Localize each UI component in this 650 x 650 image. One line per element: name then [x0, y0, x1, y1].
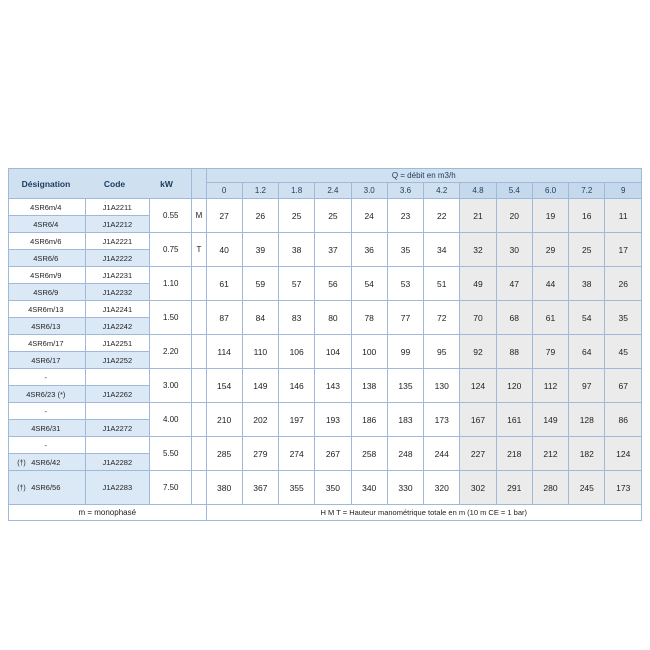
cell-head-value: 330: [387, 471, 423, 505]
cell-head-value: 340: [351, 471, 387, 505]
q-header-8: 5.4: [496, 183, 532, 199]
q-header-3: 2.4: [315, 183, 351, 199]
cell-head-value: 44: [532, 267, 568, 301]
cell-head-value: 78: [351, 301, 387, 335]
table-row: [9, 301, 642, 318]
footer-note-left: m = monophasé: [9, 505, 207, 521]
cell-head-value: 285: [206, 437, 242, 471]
cell-head-value: 38: [279, 233, 315, 267]
cell-head-value: 86: [605, 403, 642, 437]
cell-head-value: 291: [496, 471, 532, 505]
cell-designation: [9, 301, 86, 318]
cell-head-value: 30: [496, 233, 532, 267]
cell-head-value: 26: [242, 199, 278, 233]
cell-head-value: 186: [351, 403, 387, 437]
cell-head-value: 87: [206, 301, 242, 335]
cell-designation: [9, 437, 86, 454]
cell-head-value: 167: [460, 403, 496, 437]
cell-phase-marker: [192, 437, 206, 471]
designation-text: 4SR6/9: [33, 287, 59, 297]
cell-head-value: 39: [242, 233, 278, 267]
cell-head-value: 56: [315, 267, 351, 301]
designation-text: 4SR6/13: [31, 321, 61, 331]
cell-head-value: 35: [387, 233, 423, 267]
cell-designation: [9, 454, 86, 471]
designation-text: 4SR6/31: [31, 423, 61, 433]
cell-head-value: 244: [424, 437, 460, 471]
cell-head-value: 57: [279, 267, 315, 301]
cell-code: J1A2252: [85, 352, 149, 369]
cell-head-value: 197: [279, 403, 315, 437]
table-row: [9, 437, 642, 454]
q-header-0: 0: [206, 183, 242, 199]
cell-code: J1A2232: [85, 284, 149, 301]
cell-head-value: 182: [569, 437, 605, 471]
cell-head-value: 21: [460, 199, 496, 233]
cell-code: [85, 369, 149, 386]
cell-head-value: 88: [496, 335, 532, 369]
cell-code: J1A2272: [85, 420, 149, 437]
cell-head-value: 161: [496, 403, 532, 437]
cell-head-value: 146: [279, 369, 315, 403]
cell-designation: [9, 471, 86, 505]
cell-head-value: 36: [351, 233, 387, 267]
cell-head-value: 61: [206, 267, 242, 301]
cell-head-value: 83: [279, 301, 315, 335]
designation-text: 4SR6m/9: [30, 270, 62, 280]
q-header-2: 1.8: [279, 183, 315, 199]
header-designation: Désignation: [21, 178, 71, 189]
cell-kw: 5.50: [150, 437, 192, 471]
designation-text: 4SR6/23 (*): [26, 389, 66, 399]
designation-text: -: [44, 372, 48, 382]
table-row: [9, 335, 642, 352]
q-header-6: 4.2: [424, 183, 460, 199]
cell-code: J1A2282: [85, 454, 149, 471]
cell-kw: 4.00: [150, 403, 192, 437]
cell-head-value: 84: [242, 301, 278, 335]
cell-head-value: 38: [569, 267, 605, 301]
q-header-1: 1.2: [242, 183, 278, 199]
cell-code: J1A2222: [85, 250, 149, 267]
cell-head-value: 367: [242, 471, 278, 505]
cell-head-value: 53: [387, 267, 423, 301]
cell-head-value: 173: [424, 403, 460, 437]
cell-head-value: 45: [605, 335, 642, 369]
cell-head-value: 350: [315, 471, 351, 505]
cell-head-value: 34: [424, 233, 460, 267]
cell-code: J1A2221: [85, 233, 149, 250]
designation-prefix: (†): [17, 459, 26, 467]
q-header-5: 3.6: [387, 183, 423, 199]
cell-head-value: 79: [532, 335, 568, 369]
cell-head-value: 49: [460, 267, 496, 301]
cell-code: J1A2211: [85, 199, 149, 216]
cell-head-value: 24: [351, 199, 387, 233]
header-code: Code: [103, 178, 126, 189]
cell-head-value: 212: [532, 437, 568, 471]
designation-text: 4SR6/42: [31, 457, 61, 467]
cell-code: J1A2251: [85, 335, 149, 352]
designation-text: 4SR6/6: [33, 253, 59, 263]
cell-head-value: 149: [532, 403, 568, 437]
table-row: [9, 369, 642, 386]
cell-head-value: 61: [532, 301, 568, 335]
cell-head-value: 106: [279, 335, 315, 369]
cell-designation: [9, 267, 86, 284]
cell-head-value: 40: [206, 233, 242, 267]
cell-code: J1A2283: [85, 471, 149, 505]
pump-performance-table: [8, 168, 642, 521]
cell-head-value: 17: [605, 233, 642, 267]
cell-code: [85, 437, 149, 454]
cell-head-value: 22: [424, 199, 460, 233]
cell-head-value: 149: [242, 369, 278, 403]
cell-head-value: 320: [424, 471, 460, 505]
cell-head-value: 183: [387, 403, 423, 437]
cell-head-value: 114: [206, 335, 242, 369]
designation-prefix: (†): [17, 485, 26, 492]
designation-text: 4SR6/4: [33, 219, 59, 229]
cell-phase-marker: [192, 267, 206, 301]
cell-head-value: 124: [460, 369, 496, 403]
cell-phase-marker: [192, 335, 206, 369]
designation-text: -: [44, 440, 48, 450]
cell-head-value: 120: [496, 369, 532, 403]
cell-phase-marker: [192, 471, 206, 505]
cell-code: J1A2241: [85, 301, 149, 318]
cell-head-value: 72: [424, 301, 460, 335]
cell-head-value: 25: [279, 199, 315, 233]
cell-head-value: 154: [206, 369, 242, 403]
cell-head-value: 20: [496, 199, 532, 233]
cell-head-value: 54: [569, 301, 605, 335]
cell-head-value: 258: [351, 437, 387, 471]
cell-phase-marker: [192, 403, 206, 437]
cell-phase-marker: [192, 301, 206, 335]
q-header-7: 4.8: [460, 183, 496, 199]
cell-head-value: 23: [387, 199, 423, 233]
cell-head-value: 97: [569, 369, 605, 403]
cell-head-value: 59: [242, 267, 278, 301]
table-row: [9, 403, 642, 420]
header-left-block: [9, 169, 192, 199]
cell-head-value: 68: [496, 301, 532, 335]
cell-head-value: 77: [387, 301, 423, 335]
cell-code: J1A2242: [85, 318, 149, 335]
cell-designation: [9, 250, 86, 267]
cell-head-value: 227: [460, 437, 496, 471]
cell-phase-marker: T: [192, 233, 206, 267]
cell-head-value: 54: [351, 267, 387, 301]
header-kw: kW: [160, 178, 173, 189]
cell-designation: [9, 403, 86, 420]
cell-head-value: 280: [532, 471, 568, 505]
cell-head-value: 29: [532, 233, 568, 267]
q-header-9: 6.0: [532, 183, 568, 199]
cell-head-value: 274: [279, 437, 315, 471]
cell-kw: 3.00: [150, 369, 192, 403]
cell-head-value: 11: [605, 199, 642, 233]
cell-designation: [9, 284, 86, 301]
cell-kw: 0.75: [150, 233, 192, 267]
cell-head-value: 26: [605, 267, 642, 301]
cell-head-value: 143: [315, 369, 351, 403]
cell-head-value: 138: [351, 369, 387, 403]
cell-head-value: 267: [315, 437, 351, 471]
designation-text: 4SR6/56: [31, 483, 61, 492]
cell-head-value: 202: [242, 403, 278, 437]
cell-code: [85, 403, 149, 420]
designation-text: 4SR6m/4: [30, 202, 62, 212]
cell-kw: 7.50: [150, 471, 192, 505]
cell-head-value: 380: [206, 471, 242, 505]
cell-designation: [9, 386, 86, 403]
cell-head-value: 25: [569, 233, 605, 267]
cell-head-value: 110: [242, 335, 278, 369]
cell-designation: [9, 318, 86, 335]
cell-code: J1A2231: [85, 267, 149, 284]
cell-head-value: 218: [496, 437, 532, 471]
table-row: [9, 471, 642, 505]
cell-head-value: 25: [315, 199, 351, 233]
cell-head-value: 47: [496, 267, 532, 301]
q-header-4: 3.0: [351, 183, 387, 199]
cell-designation: [9, 352, 86, 369]
cell-head-value: 99: [387, 335, 423, 369]
q-title: Q = débit en m3/h: [206, 169, 642, 183]
cell-head-value: 135: [387, 369, 423, 403]
cell-head-value: 104: [315, 335, 351, 369]
cell-head-value: 100: [351, 335, 387, 369]
cell-head-value: 37: [315, 233, 351, 267]
table-row: [9, 199, 642, 216]
cell-head-value: 80: [315, 301, 351, 335]
cell-head-value: 64: [569, 335, 605, 369]
cell-phase-marker: M: [192, 199, 206, 233]
cell-head-value: 32: [460, 233, 496, 267]
cell-head-value: 124: [605, 437, 642, 471]
header-mt-block: [192, 169, 206, 199]
cell-head-value: 35: [605, 301, 642, 335]
cell-designation: [9, 216, 86, 233]
cell-head-value: 302: [460, 471, 496, 505]
cell-head-value: 210: [206, 403, 242, 437]
designation-text: 4SR6/17: [31, 355, 61, 365]
table-row: [9, 233, 642, 250]
cell-head-value: 92: [460, 335, 496, 369]
cell-head-value: 19: [532, 199, 568, 233]
cell-designation: [9, 420, 86, 437]
cell-head-value: 245: [569, 471, 605, 505]
cell-head-value: 279: [242, 437, 278, 471]
cell-code: J1A2212: [85, 216, 149, 233]
cell-head-value: 95: [424, 335, 460, 369]
cell-head-value: 193: [315, 403, 351, 437]
cell-head-value: 355: [279, 471, 315, 505]
q-header-10: 7.2: [569, 183, 605, 199]
cell-head-value: 51: [424, 267, 460, 301]
cell-designation: [9, 199, 86, 216]
cell-head-value: 248: [387, 437, 423, 471]
cell-phase-marker: [192, 369, 206, 403]
cell-head-value: 128: [569, 403, 605, 437]
pump-performance-sheet: [8, 168, 642, 521]
cell-kw: 1.50: [150, 301, 192, 335]
cell-head-value: 130: [424, 369, 460, 403]
cell-designation: [9, 369, 86, 386]
designation-text: 4SR6m/6: [30, 236, 62, 246]
designation-text: 4SR6m/17: [28, 338, 64, 348]
designation-text: -: [44, 406, 48, 416]
cell-kw: 1.10: [150, 267, 192, 301]
cell-code: J1A2262: [85, 386, 149, 403]
cell-head-value: 173: [605, 471, 642, 505]
q-header-11: 9: [605, 183, 642, 199]
cell-head-value: 112: [532, 369, 568, 403]
cell-head-value: 16: [569, 199, 605, 233]
cell-designation: [9, 233, 86, 250]
cell-head-value: 27: [206, 199, 242, 233]
designation-text: 4SR6m/13: [28, 304, 64, 314]
cell-head-value: 70: [460, 301, 496, 335]
cell-head-value: 67: [605, 369, 642, 403]
cell-kw: 0.55: [150, 199, 192, 233]
cell-designation: [9, 335, 86, 352]
footer-note-right: H M T = Hauteur manométrique totale en m (10 m CE = 1 bar): [206, 505, 642, 521]
table-row: [9, 267, 642, 284]
cell-kw: 2.20: [150, 335, 192, 369]
